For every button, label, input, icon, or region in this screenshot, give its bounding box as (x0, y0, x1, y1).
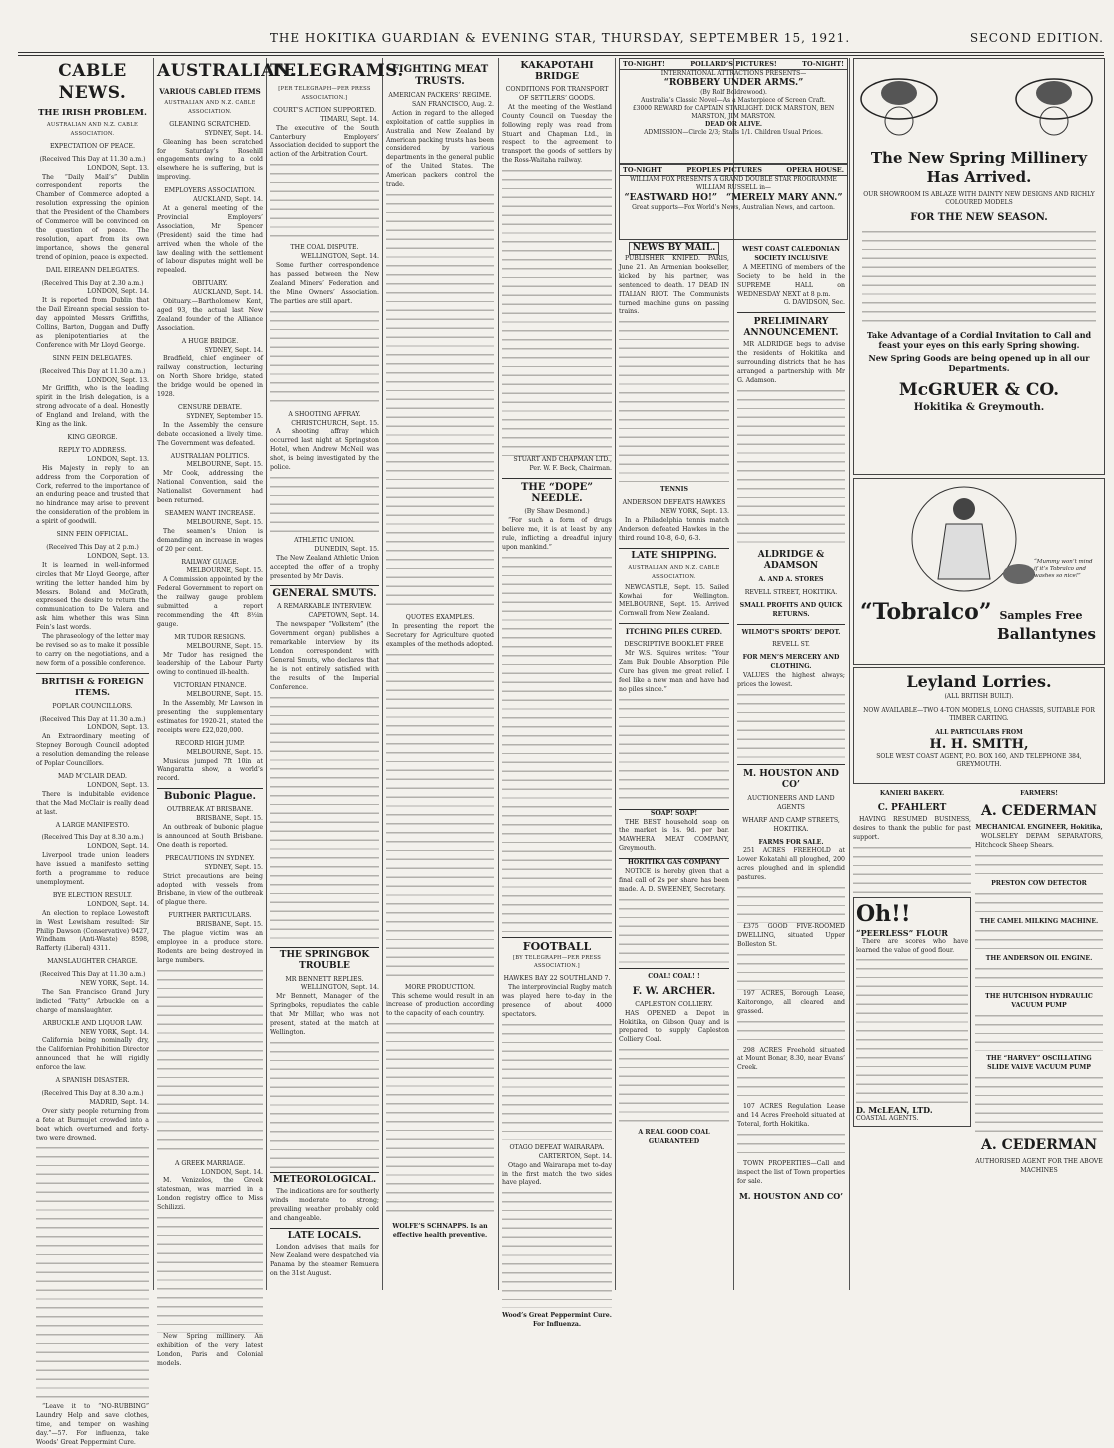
section-heading: FOOTBALL (502, 937, 612, 952)
ad-headline: The New Spring Millinery Has Arrived. (870, 149, 1088, 186)
column-australian (157, 58, 297, 1367)
article-list (270, 107, 379, 582)
column-divider (498, 58, 499, 1290)
article-text: This scheme would result in an increase of production according to the capacity of each country. (386, 992, 494, 1018)
article: VICTORIAN FINANCE. MELBOURNE, Sept. 15. In the Assembly, Mr Lawson in presenting the supplementary estimates for 1920-21, stated the receipts were £22,020,000. (157, 682, 263, 734)
article: EXPECTATION OF PEACE. (Received This Day at 11.30 a.m.) LONDON, Sept. 13. The “Daily Mail’s” Dublin correspondent reports the Chamber of Commerce adopted a resolution expressing the opinion that the President of the Chambers of Commerce will be convinced on the question of peace. The resolution, apart from its own importance, shows the general trend of opinion, peace is expected. (36, 142, 149, 261)
body-text (270, 1038, 379, 1168)
body-text (853, 843, 971, 893)
sub-heading: VARIOUS CABLED ITEMS (159, 87, 261, 96)
body-text (36, 1143, 149, 1403)
dateline: CARTERTON, Sept. 14. (538, 1152, 612, 1160)
column-telegrams (270, 58, 404, 1290)
section-heading: LATE SHIPPING. (619, 548, 729, 562)
face-outline (1040, 107, 1068, 135)
ad-peoples-pictures: TO-NIGHT PEOPLES PICTURES OPERA HOUSE. WILLIAM FOX PRESENTS A GRAND DOUBLE STAR PROGRAMME WILLIAM RUSSELL in— “EASTWARD HO!” “MERELY MARY ANN.” Great supports—Fox World’s News, Australian News, and cartoon. (619, 164, 848, 240)
ad-aldridge-adamson: PRELIMINARY ANNOUNCEMENT. MR ALDRIDGE begs to advise the residents of Hokitika and surrounding districts that he has arranged a partnership with Mr G. Adamson. ALDRIDGE & ADAMSON A. AND A. STORES REVELL STREET, HOKITIKA. SMALL PROFITS AND QUICK RETURNS. (737, 312, 845, 619)
ad-m-houston: M. HOUSTON AND CO’ AUCTIONEERS AND LAND AGENTS WHARF AND CAMP STREETS, HOKITIKA. FARMS FOR SALE. 251 ACRES FREEHOLD at Lower Kokatahi all ploughed, 200 acres ploughed and in splendid pastures. £375 GOOD FIVE-ROOMED DWELLING, situated Upper Bolleston St. 197 ACRES, Borough Lease, Kaitorongo, all cleared and grassed. 298 ACRES Freehold situated at Mount Bonar, 8.30, near Evans’ Creek. 107 ACRES Regulation Lease and 14 Acres Freehold situated at Toteral, forth Hokitika. TOWN PROPERTIES—Call and inspect the list of Town properties for sale. M. HOUSTON AND CO’ (737, 764, 845, 1202)
sub-heading: BRITISH & FOREIGN ITEMS. (36, 673, 149, 699)
article-text: London advises that mails for New Zealand were despatched via Panama by the steamer Remuera on the 31st August. (270, 1243, 379, 1278)
article: SEAMEN WANT INCREASE. MELBOURNE, Sept. 15. The seamen’s Union is demanding an increase in wages of 20 per cent. (157, 509, 263, 553)
article: A GREEK MARRIAGE. LONDON, Sept. 14. M. Venizelos, the Greek statesman, was married in a London registry office to Miss Schilizzi. (157, 1159, 263, 1212)
sub-heading: CONDITIONS FOR TRANSPORT OF SETTLERS’ GOODS. (505, 86, 609, 102)
article: A HUGE BRIDGE. SYDNEY, Sept. 14. Bradfield, chief engineer of railway construction, lecturing on North Shore bridge, stated the bridge would be opened in 1928. (157, 337, 263, 399)
article-text: The interprovincial Rugby match was played here to-day in the presence of about 4000 spectators. (502, 984, 612, 1018)
ad-firm-town: Hokitika & Greymouth. (913, 402, 1045, 413)
column-divider (849, 58, 850, 1290)
article: KING GEORGE. (67, 434, 118, 441)
article-text: Mr Bennett, Manager of the Springboks, repudiates the cable that Mr Millar, who was not present, stated at the match at Wellington. (270, 993, 379, 1036)
column-bakery-flour (853, 786, 971, 1286)
agency-line: AUSTRALIAN AND N.Z. CABLE ASSOCIATION. (46, 122, 139, 137)
sub-heading: QUOTES EXAMPLES. (405, 613, 475, 621)
article: BYE ELECTION RESULT. LONDON, Sept. 14. An election to replace Lowestoft in West Lewisham resulted: Sir Philip Dawson (Conservative) 9427, Windham (Anti-Waste) 8598, Rafferty (Liberal) 4311. (36, 891, 149, 953)
agency-line: AUSTRALIAN AND N.Z. CABLE ASSOCIATION. (164, 100, 256, 115)
article: THE COAL DISPUTE. WELLINGTON, Sept. 14. Some further correspondence has passed between the New Zealand Miners’ Federation and the Mine Owners’ Association. The parties are still apart. (270, 244, 379, 305)
ad-text: NOW AVAILABLE—TWO 4-TON MODELS, LONG CHASSIS, SUITABLE FOR TIMBER CARTING. (863, 707, 1095, 722)
column-divider (153, 58, 154, 1290)
sub-heading: THE SPRINGBOK TROUBLE (270, 947, 379, 972)
ad-wilmots: WILMOT’S SPORTS’ DEPOT. REVELL ST. FOR MEN’S MERCERY AND CLOTHING. VALUES the highest always; prices the lowest. (737, 624, 845, 760)
ad-text: HAVING RESUMED BUSINESS, desires to thank the public for past support. (853, 815, 971, 841)
section-heading: ITCHING PILES CURED. (619, 623, 729, 637)
dog-shape (1003, 564, 1035, 584)
column-divider (382, 58, 383, 1290)
edition-label: SECOND EDITION. (969, 31, 1104, 45)
article-text: NEWCASTLE, Sept. 15. Sailed Kowhai for Wellington. MELBOURNE, Sept. 15. Arrived Cornwall from New Zealand. (619, 583, 729, 618)
millinery-hats-illustration (854, 59, 1102, 149)
ad-mcgruer-millinery (853, 58, 1105, 475)
masthead-rule (18, 52, 1104, 53)
signature: G. DAVIDSON, Sec. (783, 299, 845, 307)
section-heading: FIGHTING MEAT TRUSTS. (391, 64, 489, 87)
body-text (502, 1188, 612, 1308)
ad-subhead: MECHANICAL ENGINEER, Hokitika, (975, 823, 1103, 831)
sub-heading: GENERAL SMUTS. (270, 585, 379, 599)
byline: (By Shaw Desmond.) (524, 507, 590, 515)
ad-quote: “Mummy won’t mind if it’s Tobralco and washes so nice!” (1034, 559, 1093, 579)
agency-line: AUSTRALIAN AND N.Z. CABLE ASSOCIATION. (628, 564, 720, 580)
article: A LARGE MANIFESTO. (Received This Day at 8.30 a.m.) LONDON, Sept. 14. Liverpool trade union leaders have issued a manifesto setting forth a programme to reduce unemployment. (36, 821, 149, 886)
article-text: In a Philadelphia tennis match Anderson defeated Hawkes in the third round 10-8, 6-0, 6-3. (619, 517, 729, 542)
article: A SHOOTING AFFRAY. CHRISTCHURCH, Sept. 15. A shooting affray which occurred last night at Springston Hotel, when Andrew McNeil was shot, is being investigated by the police. (270, 410, 379, 472)
body-text (270, 160, 379, 240)
ad-subhead-2: ALL PARTICULARS FROM (935, 729, 1023, 736)
ad-archer-coal: COAL! COAL! ! F. W. ARCHER. CAPLESTON COLLIERY. HAS OPENED a Depot in Hokitika, on Gibson Quay and is prepared to supply Capleston Colliery Coal. A REAL GOOD COAL GUARANTEED (619, 968, 729, 1147)
ad-text: OUR SHOWROOM IS ABLAZE WITH DAINTY NEW DESIGNS AND RICHLY COLOURED MODELS (863, 191, 1095, 206)
ad-peerless-flour: Oh!! “PEERLESS” FLOUR There are scores who have learned the value of good flour. D. McLEAN, LTD. COASTAL AGENTS. (853, 897, 971, 1128)
sub-heading-2: A REMARKABLE INTERVIEW. (277, 603, 372, 611)
article: PRECAUTIONS IN SYDNEY. SYDNEY, Sept. 15. Strict precautions are being adopted with vessels from Brisbane, in view of the outbreak of plague there. (157, 854, 263, 907)
ad-heading: SOAP! SOAP! (619, 809, 729, 819)
ad-text: WOLSELEY DEPAM SEPARATORS, Hitchcock Sheep Shears. (975, 832, 1103, 849)
section-heading: AUSTRALIAN. (157, 61, 297, 81)
article: OBITUARY. AUCKLAND, Sept. 14. Obituary.—Bartholomew Kent, aged 93, the actual last New Zealand founder of the Alliance Association. (157, 280, 263, 332)
sub-heading: DESCRIPTIVE BOOKLET FREE (624, 641, 724, 649)
hat-crown (1036, 81, 1072, 105)
article-text: PUBLISHER KNIFED. PARIS, June 21. An Armenian bookseller, kicked by his partner, was sentenced to death. 17 DEAD IN ITALIAN RIOT. The Communists turned machine guns on passing trains. (619, 255, 729, 316)
ad-headline: Leyland Lorries. (906, 672, 1052, 691)
ad-heading: FARMERS! (1020, 790, 1058, 797)
ad-subhead: FOR THE NEW SEASON. (910, 212, 1048, 223)
agency-line: [BY TELEGRAPH—PER PRESS ASSOCIATION.] (512, 954, 602, 970)
body-text (975, 926, 1103, 951)
article-text: The indications are for southerly winds moderate to strong; prevailing weather probably cold and changeable. (270, 1187, 379, 1222)
article-text: Otago and Wairarapa met to-day in the first match the two sides have played. (502, 1161, 612, 1187)
article: ARBUCKLE AND LIQUOR LAW. NEW YORK, Sept. 14. California being nominally dry, the Californian Prohibition Director announced that he will rigidly enforce the law. (36, 1019, 149, 1072)
ballantynes: Ballantynes (997, 625, 1096, 643)
column-divider (733, 58, 734, 1290)
sub-heading: AMERICAN PACKERS’ REGIME. (388, 92, 492, 99)
article: MANSLAUGHTER CHARGE. (Received This Day at 11.30 a.m.) NEW YORK, Sept. 14. The San Francisco Grand Jury indicted “Fatty” Arbuckle on a charge of manslaughter. (36, 958, 149, 1014)
dateline: CAPETOWN, Sept. 14. (308, 612, 379, 620)
section-heading: THE “DOPE” NEEDLE. (502, 478, 612, 504)
sub-heading: MORE PRODUCTION. (405, 983, 475, 991)
dateline: NEW YORK, Sept. 13. (660, 508, 729, 516)
body-text (157, 1213, 263, 1333)
section-heading: CABLE NEWS. (58, 61, 127, 103)
body-text (157, 966, 263, 1156)
article: DAIL EIREANN DELEGATES. (Received This Day at 2.30 a.m.) LONDON, Sept. 14. It is reported from Dublin that the Dail Eireann special session to-day appointed Messrs Griffiths, Collins, Barton, Duggan and Duffy as plenipotentiaries at the Conference with Mr Lloyd George. (36, 266, 149, 349)
article: ATHLETIC UNION. DUNEDIN, Sept. 15. The New Zealand Athletic Union accepted the offer of a trophy presented by Mr Davis. (270, 536, 379, 580)
article-text: “For such a form of drugs believe me, it is at least by any rule, inflicting a dreadful injury upon mankind.” (502, 516, 612, 551)
dateline: SAN FRANCISCO, Aug. 2. (412, 100, 494, 108)
ad-subhead: (ALL BRITISH BUILT). (944, 693, 1014, 700)
article: MR TUDOR RESIGNS. MELBOURNE, Sept. 15. Mr Tudor has resigned the leadership of the Labour Party owing to continued ill-health. (157, 633, 263, 677)
ad-text: THE BEST household soap on the market is 1s. 9d. per bar. MAWHERA MEAT COMPANY, Greymouth. (619, 818, 729, 853)
sub-heading: HAWKES BAY 22 SOUTHLAND 7. (503, 975, 611, 983)
ad-heading: HOKITIKA GAS COMPANY (619, 858, 729, 868)
article-footer: New Spring millinery. An exhibition of the very latest London, Paris and Colonial models. (157, 1333, 263, 1367)
body-text (975, 851, 1103, 876)
body-text (386, 190, 494, 610)
ad-firm-name: McGRUER & CO. (898, 380, 1060, 400)
ad-name: C. PFAHLERT (877, 802, 947, 813)
sub-heading: THE IRISH PROBLEM. (38, 108, 147, 118)
column-divider (615, 58, 616, 1290)
ad-pollards-pictures: TO-NIGHT! POLLARD’S PICTURES! TO-NIGHT! INTERNATIONAL ATTRACTIONS PRESENTS— “ROBBERY UNDER ARMS.” (By Rolf Boldrewood). Australia’s Classic Novel—As a Masterpiece of Screen Craft. £3000 REWARD for CAPTAIN STARLIGHT. DICK MARSTON, BEN MARSTON, JIM MARSTON. DEAD OR ALIVE. ADMISSION—Circle 2/3; Stalls 1/1. Children Usual Prices. (619, 58, 848, 164)
ad-heading: WEST COAST CALEDONIAN SOCIETY INCLUSIVE (742, 246, 840, 262)
ad-text: A MEETING of members of the Society to be held in the SUPREME HALL on WEDNESDAY NEXT at 8 p.m. (737, 263, 845, 298)
ad-footer: “Leave it to “NO-RUBBING” Laundry Help and save clothes, time, and temper on washing day.”—57. For influenza, take Woods’ Great Peppermint Cure. (36, 1403, 149, 1447)
masthead-rule-2 (18, 55, 1104, 56)
body-text (975, 1073, 1103, 1133)
column-cable-news (36, 58, 149, 1447)
ad-leyland-lorries (853, 667, 1105, 784)
sub-heading-2: MR BENNETT REPLIES. (285, 975, 364, 983)
column-divider (266, 58, 267, 1290)
article: EMPLOYERS ASSOCIATION. AUCKLAND, Sept. 14. At a general meeting of the Provincial Employers’ Association, Mr Spencer (President) said the time had arrived when the whole of the law dealing with the settlement of labour disputes might well be repealed. (157, 187, 263, 275)
article: The phraseology of the letter may be revised so as to make it possible to carry on the negotiations, and a new form of a possible conference. (36, 633, 149, 667)
section-heading: TELEGRAMS. (270, 61, 404, 81)
body-text (619, 317, 729, 482)
product-item: THE HUTCHISON HYDRAULIC VACUUM PUMP (985, 993, 1093, 1010)
article: REPLY TO ADDRESS. LONDON, Sept. 13. His Majesty in reply to an address from the Corporation of Cork, referred to the importance of an enduring peace and trusted that no hindrance may arise to prevent the consideration of the problem in a spirit of goodwill. (36, 446, 149, 526)
ad-footer: WOLFE’S SCHNAPPS. Is an effective health preventive. (392, 1223, 488, 1240)
body-text (502, 1020, 612, 1140)
body-text (502, 553, 612, 933)
column-cederman (975, 786, 1103, 1286)
column-meat-trusts (386, 58, 494, 1290)
body-text (975, 1011, 1103, 1051)
girl-head (953, 498, 975, 520)
ad-name: A. CEDERMAN (980, 1136, 1098, 1153)
body-text (270, 693, 379, 943)
article: RAILWAY GUAGE. MELBOURNE, Sept. 15. A Commission appointed by the Federal Government to report on the railway gauge problem submitted a report recommending the 4ft 8½in gauge. (157, 558, 263, 628)
hat-crown (881, 81, 917, 105)
article-text: The newspaper “Volkstem” (the Government organ) publishes a remarkable interview by its London correspondent with General Smuts, who declares that he is not entirely satisfied with the results of the Imperial Conference. (270, 621, 379, 691)
article: COURT’S ACTION SUPPORTED. TIMARU, Sept. 14. The executive of the South Canterbury Employers’ Association decided to support the action of the Arbitration Court. (270, 106, 379, 159)
girl-with-dog-illustration (854, 479, 1102, 599)
ad-cta: Take Advantage of a Cordial Invitation to Call and feast your eyes on this early Spring showing. (866, 330, 1092, 350)
article: AUSTRALIAN POLITICS. MELBOURNE, Sept. 15. Mr Cook, addressing the National Convention, said the Nationalist Government had been returned. (157, 452, 263, 505)
article-list (157, 121, 263, 784)
agency-line: [PER TELEGRAPH—PER PRESS ASSOCIATION.] (278, 86, 371, 101)
body-text (270, 473, 379, 533)
masthead-title: THE HOKITIKA GUARDIAN & EVENING STAR, THURSDAY, SEPTEMBER 15, 1921. (269, 31, 851, 45)
ad-footer: Wood’s Great Peppermint Cure. For Influenza. (502, 1312, 612, 1329)
column-seven (737, 242, 845, 1290)
article-text: At the meeting of the Westland County Council on Tuesday the following reply was read from Stuart and Chapman Ltd., in respect to the agreement to transport the goods of settlers by the Ross-Waitaha railway. (502, 103, 612, 165)
article: POPLAR COUNCILLORS. (Received This Day at 11.30 a.m.) LONDON, Sept. 13. An Extraordinary meeting of Stepney Borough Council adopted a resolution demanding the release of Poplar Councillors. (36, 702, 149, 768)
section-heading: NEWS BY MAIL. (629, 242, 719, 255)
article-text: Mr W.S. Squires writes: “Your Zam Buk Double Absorption Pile Cure has given me great relief. I feel like a new man and have had no piles since.” (619, 650, 729, 693)
body-text (619, 895, 729, 965)
samples-free: Samples Free (999, 609, 1083, 622)
article-text: In presenting the report the Secretary for Agriculture quoted examples of the methods adopted. (386, 622, 494, 648)
ad-name: A. CEDERMAN (980, 802, 1098, 819)
section-heading: KAKAPOTAHI BRIDGE (520, 60, 594, 82)
article: A SPANISH DISASTER. (Received This Day at 8.30 a.m.) MADRID, Sept. 14. Over sixty people returning from a fete at Burmujet crowded into a boat which overturned and forty-two were drowned. (36, 1077, 149, 1142)
body-text (386, 1019, 494, 1219)
column-six (619, 242, 729, 1290)
dateline: WELLINGTON, Sept. 14. (300, 984, 379, 992)
article: MAD M’CLAIR DEAD. LONDON, Sept. 13. There is indubitable evidence that the Mad McClair is really dead at last. (36, 773, 149, 816)
body-text (270, 307, 379, 407)
article: RECORD HIGH JUMP. MELBOURNE, Sept. 15. Musicus jumped 7ft 10in at Wangaratta show, a world’s record. (157, 739, 263, 783)
sub-heading: ANDERSON DEFEATS HAWKES (622, 499, 726, 507)
article-list (157, 806, 263, 1213)
ad-heading: KANIERI BAKERY. (879, 790, 945, 797)
sub-heading: LATE LOCALS. (270, 1228, 379, 1242)
face-outline (885, 107, 913, 135)
sub-heading: OTAGO DEFEAT WAIRARAPA. (509, 1143, 605, 1151)
sub-heading: Bubonic Plague. (157, 788, 263, 802)
masthead (10, 31, 1110, 47)
body-text (862, 227, 1096, 327)
article: FURTHER PARTICULARS. BRISBANE, Sept. 15. The plague victim was an employee in a produce store. Rodents are being destroyed in large numbers. (157, 912, 263, 964)
body-text (502, 166, 612, 456)
article-list (36, 703, 149, 1144)
article: CENSURE DEBATE. SYDNEY, September 15. In the Assembly the censure debate occasioned a lively time. The Government was defeated. (157, 404, 263, 447)
product-item: THE ANDERSON OIL ENGINE. (985, 955, 1093, 963)
product-item: THE “HARVEY” OSCILLATING SLIDE VALVE VACUUM PUMP (986, 1055, 1092, 1072)
ad-text: NOTICE is hereby given that a final call of 2s per share has been made. A. D. SWEENEY, Secretary. (619, 868, 729, 893)
product-item: THE CAMEL MILKING MACHINE. (979, 917, 1099, 925)
body-text (619, 695, 729, 805)
body-text (386, 650, 494, 980)
article-text: Action in regard to the alleged exploitation of cattle supplies in Australia and New Zealand by American packing trusts has been considered by various departments in the general public of the United States. The American packers control the trade. (386, 109, 494, 189)
brand-name: “Tobralco” (860, 599, 992, 625)
product-item: PRESTON COW DETECTOR (991, 879, 1087, 887)
girl-dress (938, 524, 990, 579)
column-kakapotahi (502, 58, 612, 1329)
article: SINN FEIN DELEGATES. (Received This Day at 11.30 a.m.) LONDON, Sept. 13. Mr Griffith, who is the leading spirit in the Irish delegation, is a strong advocate of a deal. Honestly of England and Ireland, with the King as the link. (36, 354, 149, 429)
ad-cta-2: New Spring Goods are being opened up in all our Departments. (868, 353, 1090, 373)
article-list (36, 143, 149, 669)
article: SINN FEIN OFFICIAL. (Received This Day at 2 p.m.) LONDON, Sept. 13. It is learned in well-informed circles that Mr Lloyd George, after writing the letter handed him by Messrs. Boland and McGrath, expressed the desire to return the communication to De Valera and ask him whether this was Sinn Fein’s last words. (36, 531, 149, 632)
ad-agent-name: H. H. SMITH, (929, 737, 1029, 752)
body-text (975, 889, 1103, 914)
ad-subhead: AUTHORISED AGENT FOR THE ABOVE MACHINES (975, 1157, 1103, 1174)
ad-agent-address: SOLE WEST COAST AGENT, P.O. BOX 160, AND TELEPHONE 384, GREYMOUTH. (876, 753, 1082, 768)
section-heading: TENNIS (660, 486, 688, 494)
signature: STUART AND CHAPMAN LTD., Per. W. F. Beck, Chairman. (513, 456, 612, 473)
article: GLEANING SCRATCHED. SYDNEY, Sept. 14. Gleaning has been scratched for Saturday’s Rosehill engagements owing to a cold elsewhere he is suffering, but is improving. (157, 120, 263, 182)
sub-heading: METEOROLOGICAL. (270, 1172, 379, 1186)
body-text (975, 964, 1103, 989)
ad-tobralco (853, 478, 1105, 665)
article: OUTBREAK AT BRISBANE. BRISBANE, Sept. 15. An outbreak of bubonic plague is announced at South Brisbane. One death is reported. (157, 806, 263, 849)
